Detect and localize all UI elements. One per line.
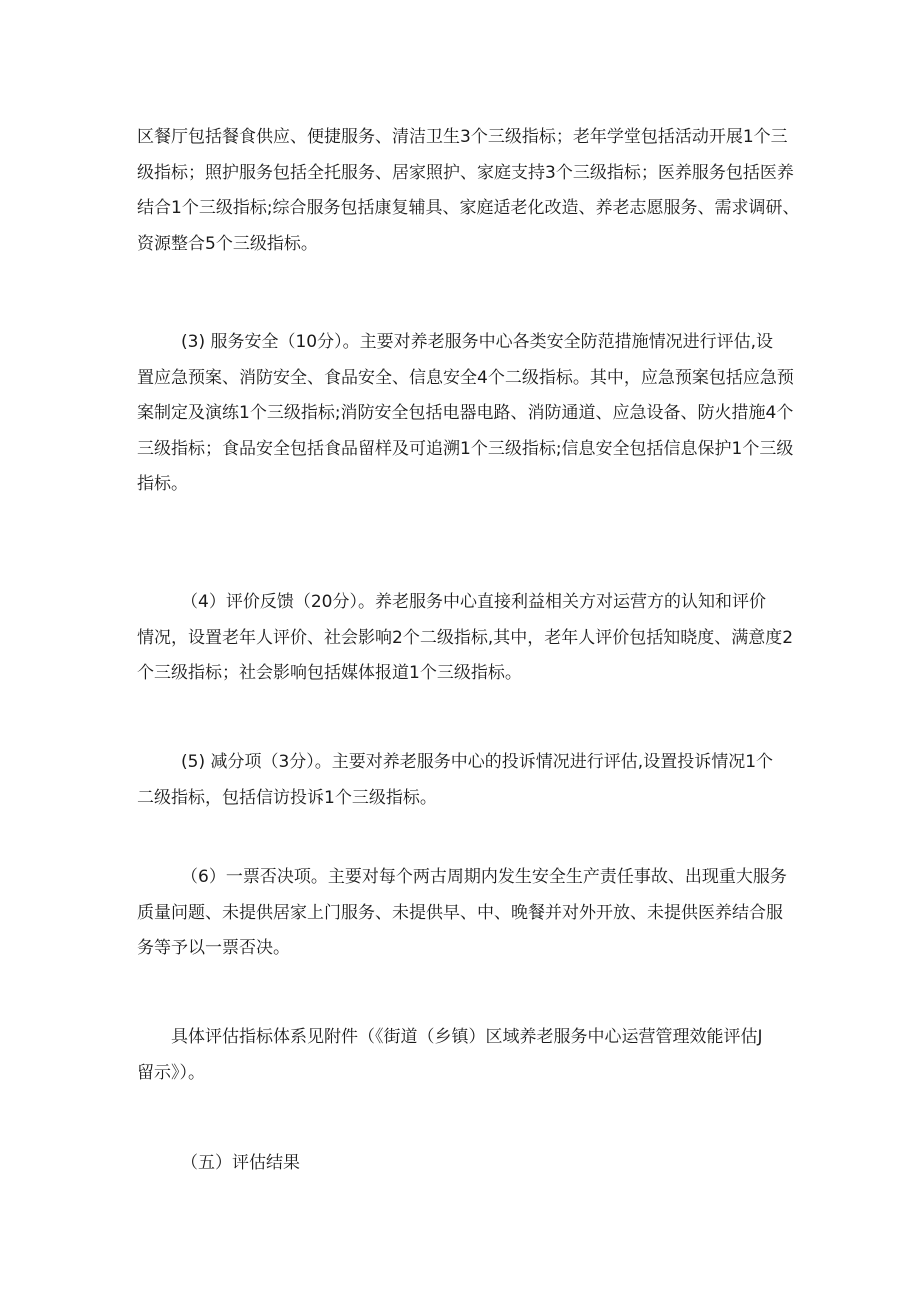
text-line: 个三级指标；社会影响包括媒体报道1个三级指标。 xyxy=(137,663,522,683)
text-line: 案制定及演练1个三级指标;消防安全包括电器电路、消防通道、应急设备、防火措施4个 xyxy=(137,403,794,423)
text-line: 指标。 xyxy=(137,474,188,494)
text-line: 务等予以一票否决。 xyxy=(137,938,290,958)
text-line: (5) 减分项（3分）。主要对养老服务中心的投诉情况进行评估,设置投诉情况1个 xyxy=(181,752,774,772)
text-line: 结合1个三级指标;综合服务包括康复辅具、家庭适老化改造、养老志愿服务、需求调研、 xyxy=(137,198,800,218)
text-line: 区餐厅包括餐食供应、便捷服务、清洁卫生3个三级指标；老年学堂包括活动开展1个三 xyxy=(137,127,788,147)
text-line: （6）一票否决项。主要对每个两古周期内发生安全生产责任事故、出现重大服务 xyxy=(181,867,787,887)
text-line: 置应急预案、消防安全、食品安全、信息安全4个二级指标。其中，应急预案包括应急预 xyxy=(137,367,794,388)
paragraph-appendix xyxy=(137,1020,787,1091)
paragraph-service-items xyxy=(137,120,800,262)
paragraph-veto xyxy=(137,860,787,967)
text-line: 情况，设置老年人评价、社会影响2个二级指标,其中，老年人评价包括知晓度、满意度2 xyxy=(137,627,794,648)
text-line: 留示》）。 xyxy=(137,1062,205,1083)
section-heading: （五）评估结果 xyxy=(181,1153,300,1173)
text-line: 三级指标；食品安全包括食品留样及可追溯1个三级指标;信息安全包括信息保护1个三级 xyxy=(137,438,794,459)
text-line: 资源整合5个三级指标。 xyxy=(137,233,318,254)
paragraph-service-safety xyxy=(137,325,794,503)
paragraph-deduction xyxy=(137,745,787,816)
text-line: 级指标；照护服务包括全托服务、居家照护、家庭支持3个三级指标；医养服务包括医养 xyxy=(137,162,794,183)
paragraph-evaluation-feedback xyxy=(137,585,794,692)
text-line: （4）评价反馈（20分）。养老服务中心直接利益相关方对运营方的认知和评价 xyxy=(181,592,766,612)
text-line: 二级指标，包括信访投诉1个三级指标。 xyxy=(137,787,437,808)
text-line: (3) 服务安全（10分）。主要对养老服务中心各类安全防范措施情况进行评估,设 xyxy=(181,332,774,352)
text-line: 具体评估指标体系见附件（《街道（乡镇）区域养老服务中心运营管理效能评估J xyxy=(171,1027,763,1047)
text-line: 质量问题、未提供居家上门服务、未提供早、中、晚餐并对外开放、未提供医养结合服 xyxy=(137,902,783,923)
